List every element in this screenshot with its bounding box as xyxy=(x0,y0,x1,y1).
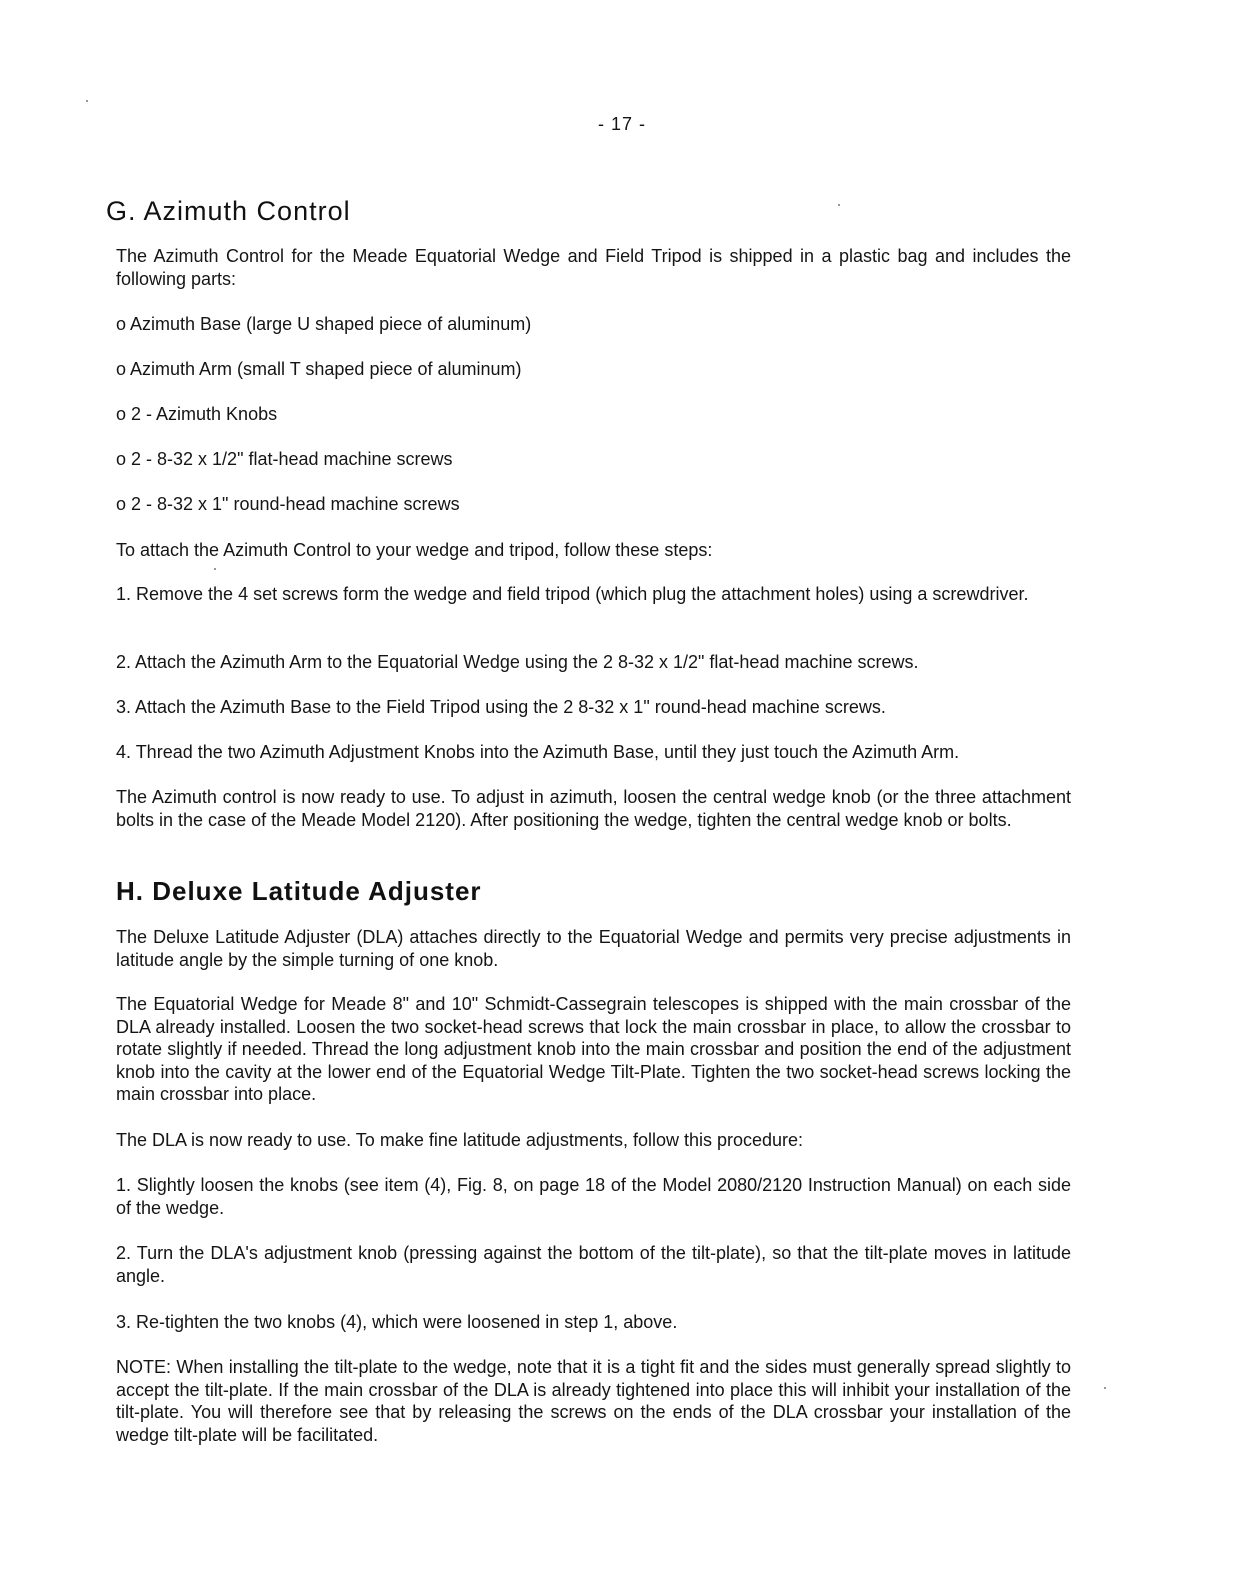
azimuth-step: 2. Attach the Azimuth Arm to the Equatorial Wedge using the 2 8-32 x 1/2" flat-head machine screws. xyxy=(116,652,919,672)
dla-step: 3. Re-tighten the two knobs (4), which were loosened in step 1, above. xyxy=(116,1312,678,1332)
section-g-title: G. Azimuth Control xyxy=(106,196,351,226)
page-number: - 17 - xyxy=(597,114,646,134)
section-h-title: H. Deluxe Latitude Adjuster xyxy=(116,876,482,906)
dla-step: 1. Slightly loosen the knobs (see item (4), Fig. 8, on page 18 of the Model 2080/2120 Instruction Manual) on each side of the wedge. xyxy=(116,1175,1071,1218)
azimuth-step: 4. Thread the two Azimuth Adjustment Knobs into the Azimuth Base, until they just touch the Azimuth Arm. xyxy=(116,742,960,762)
section-h-ready: The DLA is now ready to use. To make fine latitude adjustments, follow this procedure: xyxy=(116,1130,804,1150)
section-h-note: NOTE: When installing the tilt-plate to the wedge, note that it is a tight fit and the sides must generally spread slightly to accept the tilt-plate. If the main crossbar of the DLA is already tightened into place this will inhibit your installation of the tilt-plate. You will therefore see that by releasing the screws on the ends of the DLA crossbar your installation of the wedge tilt-plate will be facilitated. xyxy=(116,1357,1071,1445)
azimuth-step: 1. Remove the 4 set screws form the wedge and field tripod (which plug the attachment holes) using a screwdriver. xyxy=(116,584,1029,604)
part-item: o 2 - 8-32 x 1/2" flat-head machine screws xyxy=(116,449,453,469)
scan-speck xyxy=(1104,1387,1106,1389)
part-item: o Azimuth Arm (small T shaped piece of aluminum) xyxy=(116,359,522,379)
section-h-intro: The Deluxe Latitude Adjuster (DLA) attaches directly to the Equatorial Wedge and permits very precise adjustments in latitude angle by the simple turning of one knob. xyxy=(116,927,1071,970)
scan-speck xyxy=(838,204,840,206)
section-h-install: The Equatorial Wedge for Meade 8" and 10" Schmidt-Cassegrain telescopes is shipped with the main crossbar of the DLA already installed. Loosen the two socket-head screws that lock the main crossbar in place, to allow the crossbar to rotate slightly if needed. Thread the long adjustment knob into the main crossbar and position the end of the adjustment knob into the cavity at the lower end of the Equatorial Wedge Tilt-Plate. Tighten the two socket-head screws locking the main crossbar into place. xyxy=(116,994,1071,1104)
section-g-closing: The Azimuth control is now ready to use. To adjust in azimuth, loosen the central wedge knob (or the three attachment bolts in the case of the Meade Model 2120). After positioning the wedge, tighten the central wedge knob or bolts. xyxy=(116,787,1071,830)
scan-speck xyxy=(214,568,216,570)
part-item: o 2 - Azimuth Knobs xyxy=(116,404,278,424)
section-g-intro: The Azimuth Control for the Meade Equatorial Wedge and Field Tripod is shipped in a plastic bag and includes the following parts: xyxy=(116,246,1071,289)
part-item: o 2 - 8-32 x 1" round-head machine screws xyxy=(116,494,460,514)
dla-step: 2. Turn the DLA's adjustment knob (pressing against the bottom of the tilt-plate), so that the tilt-plate moves in latitude angle. xyxy=(116,1243,1071,1286)
steps-intro: To attach the Azimuth Control to your wedge and tripod, follow these steps: xyxy=(116,540,713,560)
azimuth-step: 3. Attach the Azimuth Base to the Field Tripod using the 2 8-32 x 1" round-head machine screws. xyxy=(116,697,886,717)
part-item: o Azimuth Base (large U shaped piece of aluminum) xyxy=(116,314,532,334)
scan-speck xyxy=(86,100,88,102)
